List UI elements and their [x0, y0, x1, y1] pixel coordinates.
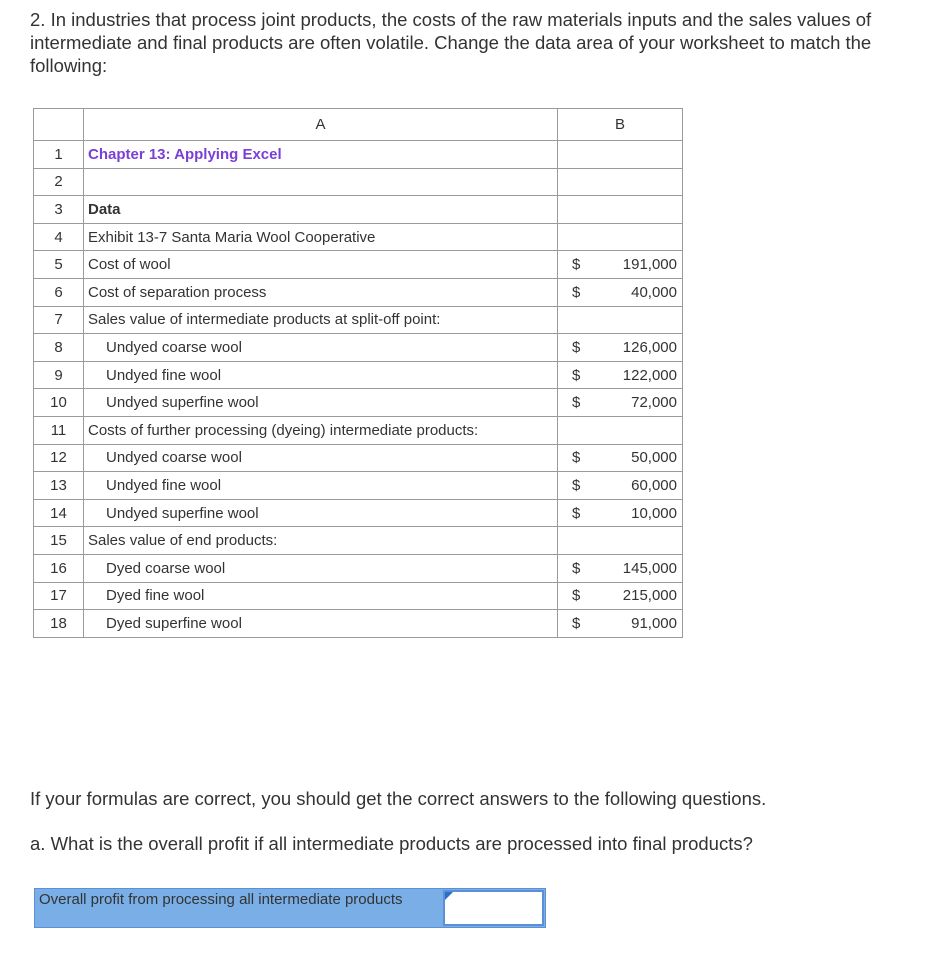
table-row — [34, 554, 683, 582]
table-row — [34, 251, 683, 279]
amount: 40,000 — [631, 283, 677, 301]
table-row — [34, 361, 683, 389]
amount: 91,000 — [631, 614, 677, 632]
row-number: 8 — [34, 334, 84, 362]
table-row — [34, 334, 683, 362]
amount: 72,000 — [631, 394, 677, 412]
currency-symbol: $ — [572, 338, 581, 356]
table-row — [34, 582, 683, 610]
label-cell: Undyed superfine wool — [84, 389, 558, 417]
data-heading: Data — [84, 196, 558, 224]
row-number: 11 — [34, 416, 84, 444]
problem-intro: 2. In industries that process joint products, the costs of the raw materials inputs and the sales values of intermediate and final products are often volatile. Change the data area of your worksheet to match the following: — [30, 9, 872, 76]
table-row — [34, 527, 683, 555]
value-cell — [558, 223, 683, 251]
table-row — [34, 223, 683, 251]
worksheet-table — [33, 108, 683, 638]
currency-symbol: $ — [572, 394, 581, 412]
value-cell — [558, 389, 683, 417]
value-cell — [558, 444, 683, 472]
row-number: 4 — [34, 223, 84, 251]
column-header-a: A — [84, 109, 558, 141]
value-cell — [558, 416, 683, 444]
value-cell — [558, 278, 683, 306]
column-header-b: B — [558, 109, 683, 141]
label-cell: Undyed fine wool — [84, 472, 558, 500]
currency-symbol: $ — [572, 256, 581, 274]
table-row — [34, 472, 683, 500]
row-number: 10 — [34, 389, 84, 417]
row-number: 14 — [34, 499, 84, 527]
label-cell: Costs of further processing (dyeing) intermediate products: — [84, 416, 558, 444]
amount: 145,000 — [622, 559, 677, 577]
corner-cell — [34, 109, 84, 141]
label-cell: Undyed coarse wool — [84, 334, 558, 362]
currency-symbol: $ — [572, 366, 581, 384]
table-row — [34, 416, 683, 444]
table-row — [34, 389, 683, 417]
table-row — [34, 141, 683, 169]
label-cell: Dyed superfine wool — [84, 610, 558, 638]
value-cell — [558, 141, 683, 169]
currency-symbol: $ — [572, 283, 581, 301]
value-cell — [558, 554, 683, 582]
currency-symbol: $ — [572, 476, 581, 494]
row-number: 3 — [34, 196, 84, 224]
value-cell — [558, 251, 683, 279]
value-cell — [558, 499, 683, 527]
question-intro: If your formulas are correct, you should get the correct answers to the following questions. — [30, 788, 767, 809]
amount: 191,000 — [622, 256, 677, 274]
value-cell — [558, 472, 683, 500]
label-cell: Sales value of intermediate products at split-off point: — [84, 306, 558, 334]
table-row — [34, 444, 683, 472]
table-row — [34, 196, 683, 224]
currency-symbol: $ — [572, 587, 581, 605]
table-row — [34, 168, 683, 196]
row-number: 5 — [34, 251, 84, 279]
row-number: 13 — [34, 472, 84, 500]
amount: 50,000 — [631, 449, 677, 467]
label-cell: Cost of wool — [84, 251, 558, 279]
answer-label: Overall profit from processing all intermediate products — [39, 891, 403, 908]
amount: 10,000 — [631, 504, 677, 522]
label-cell: Undyed superfine wool — [84, 499, 558, 527]
value-cell — [558, 361, 683, 389]
overall-profit-input[interactable] — [443, 890, 544, 926]
row-number: 12 — [34, 444, 84, 472]
table-row — [34, 306, 683, 334]
currency-symbol: $ — [572, 449, 581, 467]
table-row — [34, 610, 683, 638]
label-cell: Sales value of end products: — [84, 527, 558, 555]
table-row — [34, 499, 683, 527]
value-cell — [558, 306, 683, 334]
amount: 60,000 — [631, 476, 677, 494]
row-number: 1 — [34, 141, 84, 169]
row-number: 16 — [34, 554, 84, 582]
sheet-title: Chapter 13: Applying Excel — [84, 141, 558, 169]
value-cell — [558, 582, 683, 610]
label-cell: Undyed coarse wool — [84, 444, 558, 472]
row-number: 18 — [34, 610, 84, 638]
label-cell: Dyed fine wool — [84, 582, 558, 610]
label-cell: Dyed coarse wool — [84, 554, 558, 582]
label-cell: Cost of separation process — [84, 278, 558, 306]
row-number: 9 — [34, 361, 84, 389]
row-number: 15 — [34, 527, 84, 555]
label-cell — [84, 168, 558, 196]
value-cell — [558, 196, 683, 224]
currency-symbol: $ — [572, 504, 581, 522]
column-header-row — [34, 109, 683, 141]
currency-symbol: $ — [572, 614, 581, 632]
value-cell — [558, 527, 683, 555]
row-number: 6 — [34, 278, 84, 306]
value-cell — [558, 610, 683, 638]
table-row — [34, 278, 683, 306]
row-number: 2 — [34, 168, 84, 196]
amount: 215,000 — [622, 587, 677, 605]
value-cell — [558, 334, 683, 362]
label-cell: Exhibit 13-7 Santa Maria Wool Cooperative — [84, 223, 558, 251]
question-a: a. What is the overall profit if all intermediate products are processed into final products? — [30, 833, 753, 854]
currency-symbol: $ — [572, 559, 581, 577]
row-number: 17 — [34, 582, 84, 610]
row-number: 7 — [34, 306, 84, 334]
amount: 122,000 — [622, 366, 677, 384]
answer-row — [34, 888, 546, 928]
value-cell — [558, 168, 683, 196]
amount: 126,000 — [622, 338, 677, 356]
label-cell: Undyed fine wool — [84, 361, 558, 389]
